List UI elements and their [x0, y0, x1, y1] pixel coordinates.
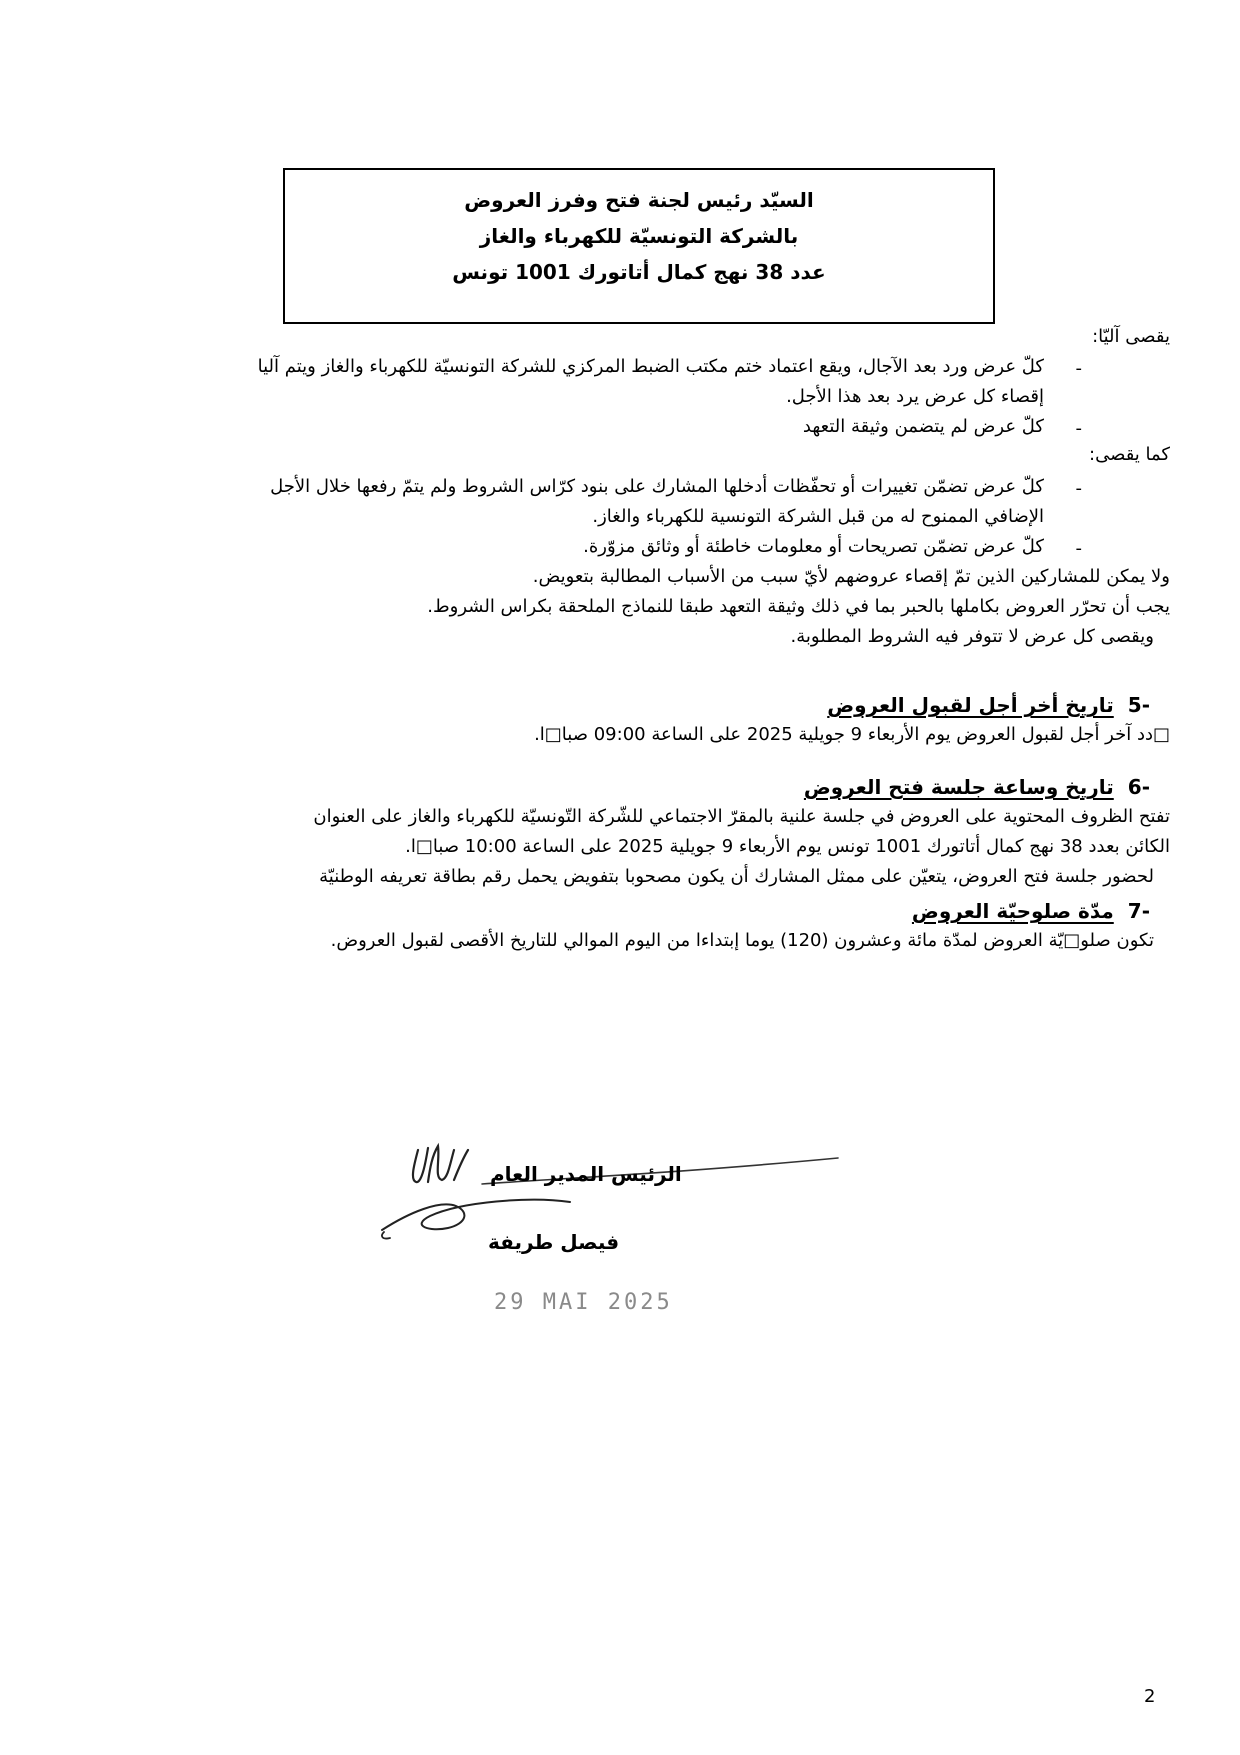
exclusion-intro-2: كما يقصى: [1089, 444, 1170, 465]
section-7-title: مدّة صلوحيّة العروض [911, 899, 1114, 923]
section-6-title: تاريخ وساعة جلسة فتح العروض [803, 775, 1114, 799]
handwritten-signature [370, 1120, 870, 1280]
exclusion-intro: يقصى آليّا: [1092, 326, 1170, 347]
exclusion-item: كلّ عرض تضمّن تصريحات أو معلومات خاطئة أو وثائق مزوّرة. [583, 536, 1044, 557]
exclusion-note-compensation: ولا يمكن للمشاركين الذين تمّ إقصاء عروضهم لأيّ سبب من الأسباب المطالبة بتعويض. [532, 566, 1170, 587]
exclusion-item: كلّ عرض ورد بعد الآجال، ويقع اعتماد ختم مكتب الضبط المركزي للشركة التونسيّة للكهرباء والغاز ويتم آليا [257, 356, 1044, 377]
bullet-dash: - [1075, 538, 1082, 559]
section-5 [92, 690, 1170, 760]
addressee-line-2: بالشركة التونسيّة للكهرباء والغاز [479, 224, 799, 248]
signature-block [370, 1120, 870, 1280]
section-7-number: -7 [1127, 899, 1150, 923]
section-6-text-line-2: الكائن بعدد 38 نهج كمال أتاتورك 1001 تونس يوم الأربعاء 9 جويلية 2025 على الساعة 10:00 صبا□ا. [405, 836, 1170, 857]
section-5-title: تاريخ أخر أجل لقبول العروض [827, 693, 1114, 717]
section-5-number: -5 [1127, 693, 1150, 717]
exclusion-item: كلّ عرض تضمّن تغييرات أو تحفّظات أدخلها المشارك على بنود كرّاس الشروط ولم يتمّ رفعها خلال الأجل [270, 476, 1044, 497]
section-6 [92, 772, 1170, 887]
section-7 [92, 896, 1170, 966]
exclusion-note-conditions: ويقصى كل عرض لا تتوفر فيه الشروط المطلوبة. [790, 626, 1154, 647]
exclusion-item: كلّ عرض لم يتضمن وثيقة التعهد [802, 416, 1044, 437]
exclusion-item-continued: إقصاء كل عرض يرد بعد هذا الأجل. [786, 386, 1044, 407]
signatory-title: الرئيس المدير العام [490, 1162, 682, 1186]
exclusion-item-continued: الإضافي الممنوح له من قبل الشركة التونسية للكهرباء والغاز. [592, 506, 1044, 527]
section-5-text: □دد آخر أجل لقبول العروض يوم الأربعاء 9 جويلية 2025 على الساعة 09:00 صبا□ا. [534, 724, 1170, 745]
addressee-box [283, 168, 995, 324]
section-7-heading [912, 896, 1150, 926]
section-6-text-line-1: تفتح الظروف المحتوية على العروض في جلسة علنية بالمقرّ الاجتماعي للشّركة التّونسيّة للكهرباء والغاز على العنوان [313, 806, 1170, 827]
signatory-name: فيصل طريفة [488, 1230, 620, 1254]
exclusion-note-ink: يجب أن تحرّر العروض بكاملها بالحبر بما في ذلك وثيقة التعهد طبقا للنماذج الملحقة بكراس الشروط. [427, 596, 1170, 617]
section-6-number: -6 [1127, 775, 1150, 799]
date-stamp: 29 MAI 2025 [494, 1290, 673, 1315]
section-5-heading [827, 690, 1150, 720]
addressee-line-1: السيّد رئيس لجنة فتح وفرز العروض [464, 188, 814, 212]
bullet-dash: - [1075, 358, 1082, 379]
section-7-text: تكون صلو□يّة العروض لمدّة مائة وعشرون (120) يوما إبتداءا من اليوم الموالي للتاريخ الأقصى لقبول العروض. [330, 930, 1154, 951]
bullet-dash: - [1075, 478, 1082, 499]
section-6-heading [804, 772, 1150, 802]
exclusion-section [92, 322, 1170, 662]
addressee-line-3: عدد 38 نهج كمال أتاتورك 1001 تونس [452, 260, 826, 284]
bullet-dash: - [1075, 418, 1082, 439]
section-6-text-line-3: لحضور جلسة فتح العروض، يتعيّن على ممثل المشارك أن يكون مصحوبا بتفويض يحمل رقم بطاقة تعريفه الوطنيّة [319, 866, 1154, 887]
page-number: 2 [1144, 1686, 1156, 1707]
